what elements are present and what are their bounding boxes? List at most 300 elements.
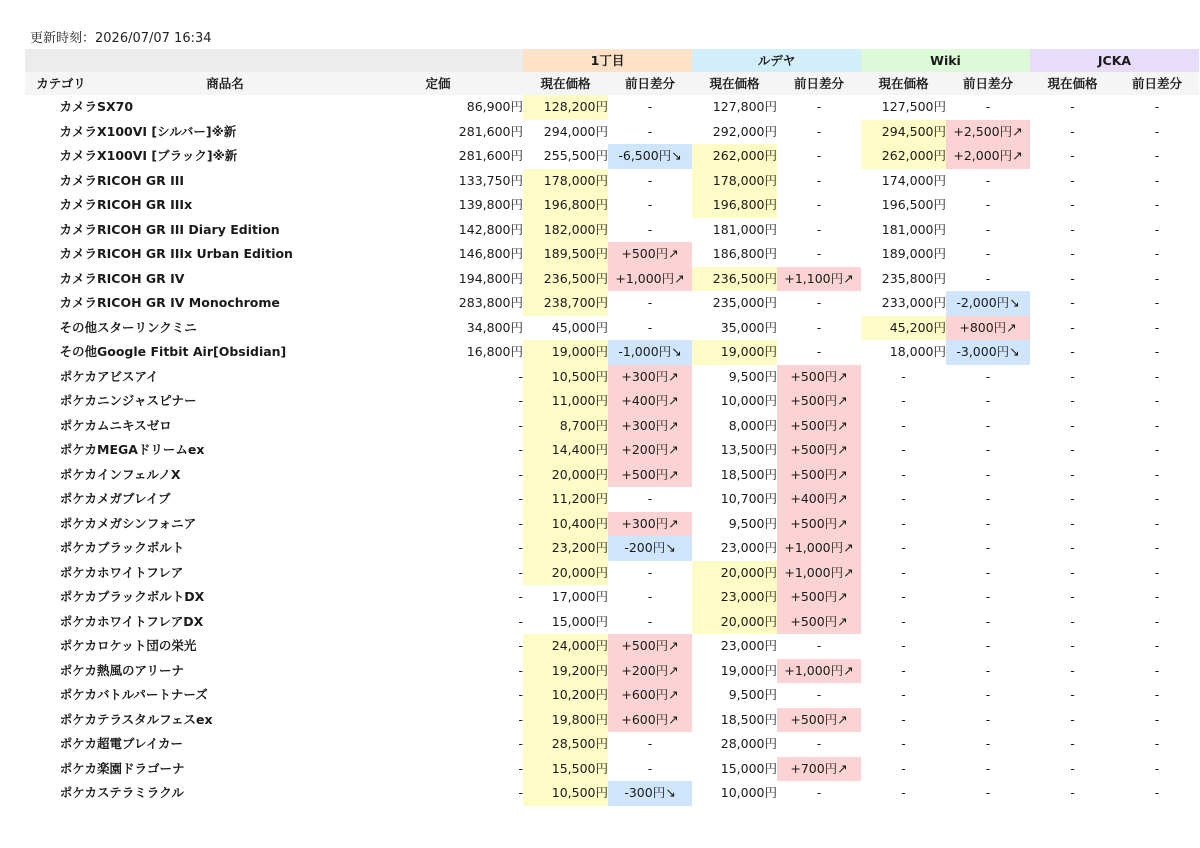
category-cell: カメラ bbox=[59, 270, 97, 286]
current-price-cell: 8,000円 bbox=[728, 417, 777, 433]
price-diff-cell: - bbox=[816, 99, 822, 114]
list-price-cell: 146,800円 bbox=[458, 246, 523, 261]
price-diff-cell: - bbox=[985, 687, 991, 702]
price-diff-cell: +300円↗ bbox=[608, 414, 692, 439]
price-diff-cell: - bbox=[1154, 564, 1160, 580]
current-price-cell: 10,200円 bbox=[523, 683, 608, 708]
list-price-cell: 133,750円 bbox=[458, 172, 523, 188]
current-price-cell: 45,200円 bbox=[861, 316, 946, 341]
current-price-cell: - bbox=[1070, 148, 1075, 163]
list-price-cell: - bbox=[518, 613, 523, 629]
price-diff-cell: - bbox=[647, 613, 653, 629]
current-price-cell: - bbox=[1070, 442, 1075, 457]
current-price-cell: 15,000円 bbox=[551, 613, 608, 629]
header-spacer bbox=[97, 49, 353, 72]
current-price-cell: - bbox=[1070, 760, 1075, 776]
price-diff-cell: +200円↗ bbox=[608, 659, 692, 684]
price-diff-cell: - bbox=[985, 515, 991, 531]
current-price-cell: - bbox=[901, 589, 906, 604]
current-price-cell: - bbox=[1070, 589, 1075, 604]
product-name-cell: SX70 bbox=[97, 99, 134, 114]
price-diff-cell: - bbox=[1154, 760, 1160, 776]
current-price-cell: 189,500円 bbox=[523, 242, 608, 267]
table-row bbox=[25, 561, 1199, 586]
product-name-cell: 楽園ドラゴーナ bbox=[97, 760, 185, 776]
category-cell: その他 bbox=[59, 344, 97, 359]
category-cell: ポケカ bbox=[59, 491, 97, 506]
current-price-cell: 233,000円 bbox=[881, 295, 946, 310]
category-cell: カメラ bbox=[59, 221, 97, 237]
current-price-cell: - bbox=[1070, 172, 1075, 188]
current-price-cell: 23,000円 bbox=[720, 540, 777, 555]
price-diff-cell: +1,000円↗ bbox=[608, 267, 692, 292]
current-price-cell: 28,500円 bbox=[523, 732, 608, 757]
current-price-cell: 9,500円 bbox=[728, 515, 777, 531]
price-diff-cell: - bbox=[647, 564, 653, 580]
category-cell: ポケカ bbox=[59, 466, 97, 482]
product-name-cell: ムニキスゼロ bbox=[97, 417, 172, 433]
price-diff-cell: - bbox=[1154, 540, 1160, 555]
list-price-cell: 34,800円 bbox=[466, 319, 523, 335]
table-row bbox=[25, 732, 1199, 757]
price-diff-cell: +600円↗ bbox=[608, 683, 692, 708]
price-diff-cell: - bbox=[1154, 197, 1160, 212]
current-price-cell: 189,000円 bbox=[881, 246, 946, 261]
table-row bbox=[25, 144, 1199, 169]
category-cell: ポケカ bbox=[59, 785, 97, 800]
price-diff-cell: - bbox=[816, 148, 822, 163]
current-price-cell: 292,000円 bbox=[712, 123, 777, 139]
current-price-cell: 20,000円 bbox=[692, 610, 777, 635]
current-price-cell: 8,700円 bbox=[523, 414, 608, 439]
category-cell: その他 bbox=[59, 319, 97, 335]
product-name-cell: RICOH GR IIIx bbox=[97, 197, 193, 212]
price-diff-cell: - bbox=[816, 319, 822, 335]
column-header-row bbox=[25, 72, 1199, 95]
list-price-cell: - bbox=[518, 491, 523, 506]
current-price-cell: 9,500円 bbox=[728, 687, 777, 702]
price-diff-cell: - bbox=[985, 172, 991, 188]
price-diff-cell: - bbox=[647, 589, 653, 604]
category-cell: ポケカ bbox=[59, 687, 97, 702]
current-price-cell: - bbox=[901, 417, 906, 433]
product-name-cell: 超電ブレイカー bbox=[97, 736, 184, 751]
current-price-cell: - bbox=[1070, 466, 1075, 482]
price-diff-cell: - bbox=[1154, 148, 1160, 163]
header-day-diff: 前日差分 bbox=[608, 72, 692, 95]
current-price-cell: - bbox=[1070, 197, 1075, 212]
current-price-cell: 236,500円 bbox=[692, 267, 777, 292]
table-row bbox=[25, 340, 1199, 365]
table-row bbox=[25, 463, 1199, 488]
current-price-cell: - bbox=[1070, 687, 1075, 702]
price-diff-cell: +2,500円↗ bbox=[946, 120, 1030, 145]
table-row bbox=[25, 218, 1199, 243]
price-diff-cell: - bbox=[1154, 491, 1160, 506]
price-diff-cell: - bbox=[647, 221, 653, 237]
price-diff-cell: - bbox=[985, 442, 991, 457]
table-row bbox=[25, 291, 1199, 316]
product-name-cell: メガブレイブ bbox=[97, 491, 171, 506]
price-diff-cell: +400円↗ bbox=[608, 389, 692, 414]
price-diff-cell: +300円↗ bbox=[608, 365, 692, 390]
table-row bbox=[25, 267, 1199, 292]
header-day-diff: 前日差分 bbox=[777, 72, 861, 95]
product-name-cell: ブラックボルトDX bbox=[97, 589, 205, 604]
group-header-wiki: Wiki bbox=[861, 49, 1030, 72]
product-name-cell: X100VI [シルバー]※新 bbox=[97, 123, 237, 139]
update-timestamp: 更新時刻：2026/07/07 16:34 bbox=[30, 31, 212, 46]
current-price-cell: - bbox=[901, 662, 906, 678]
current-price-cell: 262,000円 bbox=[861, 144, 946, 169]
price-diff-cell: - bbox=[816, 123, 822, 139]
current-price-cell: 196,800円 bbox=[523, 193, 608, 218]
category-cell: ポケカ bbox=[59, 540, 97, 555]
price-diff-cell: - bbox=[985, 564, 991, 580]
product-name-cell: RICOH GR IIIx Urban Edition bbox=[97, 246, 293, 261]
current-price-cell: 182,000円 bbox=[523, 218, 608, 243]
current-price-cell: - bbox=[901, 638, 906, 653]
current-price-cell: - bbox=[901, 442, 906, 457]
price-diff-cell: +500円↗ bbox=[777, 365, 861, 390]
group-header-rudeya: ルデヤ bbox=[692, 49, 861, 72]
list-price-cell: - bbox=[518, 736, 523, 751]
current-price-cell: - bbox=[1070, 246, 1075, 261]
price-diff-cell: - bbox=[985, 613, 991, 629]
price-diff-cell: - bbox=[1154, 662, 1160, 678]
category-cell: ポケカ bbox=[59, 760, 97, 776]
price-diff-cell: +500円↗ bbox=[777, 463, 861, 488]
product-name-cell: MEGAドリームex bbox=[97, 442, 205, 457]
current-price-cell: 24,000円 bbox=[523, 634, 608, 659]
category-cell: カメラ bbox=[59, 172, 97, 188]
current-price-cell: 181,000円 bbox=[712, 221, 777, 237]
current-price-cell: 18,500円 bbox=[720, 466, 777, 482]
category-cell: ポケカ bbox=[59, 393, 97, 408]
price-diff-cell: - bbox=[816, 687, 822, 702]
current-price-cell: 35,000円 bbox=[720, 319, 777, 335]
product-name-cell: Google Fitbit Air[Obsidian] bbox=[97, 344, 287, 359]
current-price-cell: - bbox=[1070, 515, 1075, 531]
table-row bbox=[25, 708, 1199, 733]
product-name-cell: ステラミラクル bbox=[97, 785, 184, 800]
current-price-cell: 18,000円 bbox=[889, 344, 946, 359]
table-row bbox=[25, 512, 1199, 537]
list-price-cell: 194,800円 bbox=[458, 270, 523, 286]
price-diff-cell: +200円↗ bbox=[608, 438, 692, 463]
current-price-cell: 236,500円 bbox=[523, 267, 608, 292]
current-price-cell: 19,200円 bbox=[523, 659, 608, 684]
list-price-cell: 281,600円 bbox=[458, 148, 523, 163]
product-name-cell: ロケット団の栄光 bbox=[97, 638, 197, 653]
current-price-cell: - bbox=[1070, 491, 1075, 506]
product-name-cell: X100VI [ブラック]※新 bbox=[97, 148, 238, 163]
current-price-cell: 9,500円 bbox=[728, 368, 777, 384]
current-price-cell: 15,000円 bbox=[720, 760, 777, 776]
current-price-cell: 174,000円 bbox=[881, 172, 946, 188]
price-diff-cell: - bbox=[647, 123, 653, 139]
table-row bbox=[25, 438, 1199, 463]
list-price-cell: - bbox=[518, 785, 523, 800]
current-price-cell: - bbox=[1070, 785, 1075, 800]
price-diff-cell: - bbox=[1154, 466, 1160, 482]
price-diff-cell: +500円↗ bbox=[777, 389, 861, 414]
price-diff-cell: - bbox=[647, 736, 653, 751]
current-price-cell: - bbox=[1070, 736, 1075, 751]
header-spacer bbox=[25, 49, 97, 72]
price-diff-cell: - bbox=[1154, 123, 1160, 139]
list-price-cell: - bbox=[518, 368, 523, 384]
current-price-cell: 10,500円 bbox=[523, 365, 608, 390]
current-price-cell: 196,500円 bbox=[881, 197, 946, 212]
price-diff-cell: - bbox=[647, 319, 653, 335]
header-current-price: 現在価格 bbox=[1030, 72, 1115, 95]
product-name-cell: RICOH GR IV bbox=[97, 270, 185, 286]
current-price-cell: - bbox=[901, 540, 906, 555]
list-price-cell: - bbox=[518, 662, 523, 678]
price-diff-cell: +800円↗ bbox=[946, 316, 1030, 341]
product-name-cell: スターリンクミニ bbox=[97, 319, 197, 335]
current-price-cell: 19,000円 bbox=[523, 340, 608, 365]
current-price-cell: 10,000円 bbox=[720, 785, 777, 800]
price-diff-cell: - bbox=[1154, 246, 1160, 261]
current-price-cell: - bbox=[1070, 270, 1075, 286]
category-cell: ポケカ bbox=[59, 638, 97, 653]
price-diff-cell: - bbox=[816, 172, 822, 188]
current-price-cell: 19,000円 bbox=[692, 340, 777, 365]
price-diff-cell: +500円↗ bbox=[777, 610, 861, 635]
category-cell: ポケカ bbox=[59, 442, 97, 457]
list-price-cell: - bbox=[518, 442, 523, 457]
current-price-cell: 20,000円 bbox=[692, 561, 777, 586]
price-diff-cell: +500円↗ bbox=[608, 634, 692, 659]
product-name-cell: テラスタルフェスex bbox=[97, 711, 213, 727]
price-diff-cell: +500円↗ bbox=[777, 438, 861, 463]
current-price-cell: 127,800円 bbox=[712, 99, 777, 114]
price-diff-cell: - bbox=[985, 393, 991, 408]
product-name-cell: RICOH GR IV Monochrome bbox=[97, 295, 280, 310]
price-diff-cell: - bbox=[647, 295, 653, 310]
price-diff-cell: - bbox=[985, 662, 991, 678]
category-cell: ポケカ bbox=[59, 368, 97, 384]
price-diff-cell: +400円↗ bbox=[777, 487, 861, 512]
current-price-cell: - bbox=[1070, 295, 1075, 310]
current-price-cell: - bbox=[1070, 123, 1075, 139]
current-price-cell: - bbox=[1070, 221, 1075, 237]
list-price-cell: 281,600円 bbox=[458, 123, 523, 139]
table-row bbox=[25, 487, 1199, 512]
price-diff-cell: - bbox=[816, 295, 822, 310]
table-row bbox=[25, 683, 1199, 708]
table-row bbox=[25, 242, 1199, 267]
current-price-cell: - bbox=[1070, 319, 1075, 335]
category-cell: カメラ bbox=[59, 197, 97, 212]
current-price-cell: 20,000円 bbox=[523, 561, 608, 586]
price-diff-cell: -1,000円↘ bbox=[608, 340, 692, 365]
price-diff-cell: - bbox=[1154, 589, 1160, 604]
price-diff-cell: +500円↗ bbox=[777, 585, 861, 610]
current-price-cell: 19,000円 bbox=[720, 662, 777, 678]
current-price-cell: 128,200円 bbox=[523, 95, 608, 120]
product-name-cell: ニンジャスピナー bbox=[97, 393, 197, 408]
category-cell: ポケカ bbox=[59, 613, 97, 629]
category-cell: ポケカ bbox=[59, 736, 97, 751]
table-row bbox=[25, 316, 1199, 341]
current-price-cell: 18,500円 bbox=[720, 711, 777, 727]
price-diff-cell: - bbox=[816, 221, 822, 237]
current-price-cell: - bbox=[1070, 368, 1075, 384]
product-name-cell: RICOH GR III Diary Edition bbox=[97, 221, 280, 237]
current-price-cell: - bbox=[1070, 613, 1075, 629]
price-diff-cell: - bbox=[647, 197, 653, 212]
price-diff-cell: - bbox=[985, 466, 991, 482]
price-diff-cell: +1,000円↗ bbox=[777, 561, 861, 586]
table-row bbox=[25, 389, 1199, 414]
table-row bbox=[25, 414, 1199, 439]
price-diff-cell: - bbox=[985, 417, 991, 433]
table-row bbox=[25, 95, 1199, 120]
category-cell: カメラ bbox=[59, 148, 97, 163]
current-price-cell: 294,000円 bbox=[543, 123, 608, 139]
current-price-cell: - bbox=[901, 760, 906, 776]
price-diff-cell: +500円↗ bbox=[608, 463, 692, 488]
current-price-cell: 23,000円 bbox=[692, 585, 777, 610]
current-price-cell: 11,000円 bbox=[523, 389, 608, 414]
price-table bbox=[25, 49, 1199, 806]
product-name-cell: 熱風のアリーナ bbox=[97, 662, 185, 678]
price-diff-cell: - bbox=[1154, 711, 1160, 727]
price-diff-cell: -2,000円↘ bbox=[946, 291, 1030, 316]
current-price-cell: 294,500円 bbox=[861, 120, 946, 145]
header-list-price: 定価 bbox=[353, 72, 523, 95]
header-category: カテゴリ bbox=[25, 72, 97, 95]
current-price-cell: - bbox=[1070, 564, 1075, 580]
header-current-price: 現在価格 bbox=[861, 72, 946, 95]
price-diff-cell: +600円↗ bbox=[608, 708, 692, 733]
list-price-cell: - bbox=[518, 393, 523, 408]
table-row bbox=[25, 120, 1199, 145]
header-product: 商品名 bbox=[97, 72, 353, 95]
price-diff-cell: - bbox=[985, 99, 991, 114]
current-price-cell: 235,800円 bbox=[881, 270, 946, 286]
category-cell: カメラ bbox=[59, 123, 97, 139]
product-name-cell: ホワイトフレアDX bbox=[97, 613, 204, 629]
price-diff-cell: - bbox=[985, 711, 991, 727]
price-diff-cell: - bbox=[1154, 785, 1160, 800]
list-price-cell: 16,800円 bbox=[466, 344, 523, 359]
current-price-cell: - bbox=[1070, 638, 1075, 653]
price-diff-cell: - bbox=[1154, 417, 1160, 433]
table-row bbox=[25, 781, 1199, 806]
current-price-cell: 17,000円 bbox=[551, 589, 608, 604]
product-name-cell: ホワイトフレア bbox=[97, 564, 184, 580]
price-diff-cell: - bbox=[1154, 221, 1160, 237]
category-cell: カメラ bbox=[59, 246, 97, 261]
price-diff-cell: +2,000円↗ bbox=[946, 144, 1030, 169]
price-diff-cell: - bbox=[816, 246, 822, 261]
table-row bbox=[25, 659, 1199, 684]
price-diff-cell: - bbox=[816, 197, 822, 212]
table-row bbox=[25, 193, 1199, 218]
price-diff-cell: -6,500円↘ bbox=[608, 144, 692, 169]
header-current-price: 現在価格 bbox=[692, 72, 777, 95]
price-diff-cell: - bbox=[1154, 295, 1160, 310]
category-cell: ポケカ bbox=[59, 515, 97, 531]
table-row bbox=[25, 757, 1199, 782]
current-price-cell: 178,000円 bbox=[692, 169, 777, 194]
current-price-cell: - bbox=[1070, 344, 1075, 359]
current-price-cell: - bbox=[901, 736, 906, 751]
price-diff-cell: - bbox=[985, 589, 991, 604]
price-diff-cell: - bbox=[1154, 99, 1160, 114]
current-price-cell: 14,400円 bbox=[523, 438, 608, 463]
list-price-cell: - bbox=[518, 638, 523, 653]
list-price-cell: 283,800円 bbox=[458, 295, 523, 310]
price-diff-cell: +1,100円↗ bbox=[777, 267, 861, 292]
current-price-cell: 196,800円 bbox=[692, 193, 777, 218]
price-diff-cell: - bbox=[1154, 638, 1160, 653]
price-diff-cell: - bbox=[816, 344, 822, 359]
current-price-cell: 13,500円 bbox=[720, 442, 777, 457]
product-name-cell: アビスアイ bbox=[97, 368, 159, 384]
category-cell: ポケカ bbox=[59, 564, 97, 580]
current-price-cell: - bbox=[1070, 393, 1075, 408]
current-price-cell: 186,800円 bbox=[712, 246, 777, 261]
category-cell: カメラ bbox=[59, 295, 97, 310]
category-cell: ポケカ bbox=[59, 662, 97, 678]
price-diff-cell: - bbox=[985, 368, 991, 384]
current-price-cell: 11,200円 bbox=[523, 487, 608, 512]
current-price-cell: - bbox=[1070, 417, 1075, 433]
current-price-cell: - bbox=[901, 368, 906, 384]
price-diff-cell: - bbox=[1154, 515, 1160, 531]
current-price-cell: - bbox=[901, 687, 906, 702]
price-diff-cell: +500円↗ bbox=[777, 708, 861, 733]
current-price-cell: 178,000円 bbox=[523, 169, 608, 194]
price-diff-cell: +1,000円↗ bbox=[777, 536, 861, 561]
current-price-cell: 23,200円 bbox=[523, 536, 608, 561]
current-price-cell: - bbox=[901, 711, 906, 727]
price-diff-cell: - bbox=[1154, 344, 1160, 359]
category-cell: ポケカ bbox=[59, 711, 97, 727]
price-diff-cell: +500円↗ bbox=[777, 512, 861, 537]
group-header-jcka: JCKA bbox=[1030, 49, 1199, 72]
category-cell: ポケカ bbox=[59, 589, 97, 604]
price-diff-cell: - bbox=[985, 638, 991, 653]
product-name-cell: RICOH GR III bbox=[97, 172, 185, 188]
price-diff-cell: - bbox=[647, 172, 653, 188]
list-price-cell: 86,900円 bbox=[466, 99, 523, 114]
header-current-price: 現在価格 bbox=[523, 72, 608, 95]
list-price-cell: - bbox=[518, 711, 523, 727]
current-price-cell: - bbox=[1070, 99, 1075, 114]
current-price-cell: - bbox=[1070, 662, 1075, 678]
price-diff-cell: - bbox=[647, 491, 653, 506]
price-diff-cell: - bbox=[1154, 613, 1160, 629]
price-diff-cell: - bbox=[647, 99, 653, 114]
current-price-cell: 235,000円 bbox=[712, 295, 777, 310]
price-diff-cell: - bbox=[1154, 736, 1160, 751]
group-header-row bbox=[25, 49, 1199, 72]
price-diff-cell: - bbox=[985, 736, 991, 751]
price-diff-cell: - bbox=[1154, 319, 1160, 335]
list-price-cell: - bbox=[518, 760, 523, 776]
table-row bbox=[25, 169, 1199, 194]
list-price-cell: - bbox=[518, 589, 523, 604]
price-diff-cell: - bbox=[985, 760, 991, 776]
list-price-cell: - bbox=[518, 515, 523, 531]
price-diff-cell: - bbox=[985, 197, 991, 212]
